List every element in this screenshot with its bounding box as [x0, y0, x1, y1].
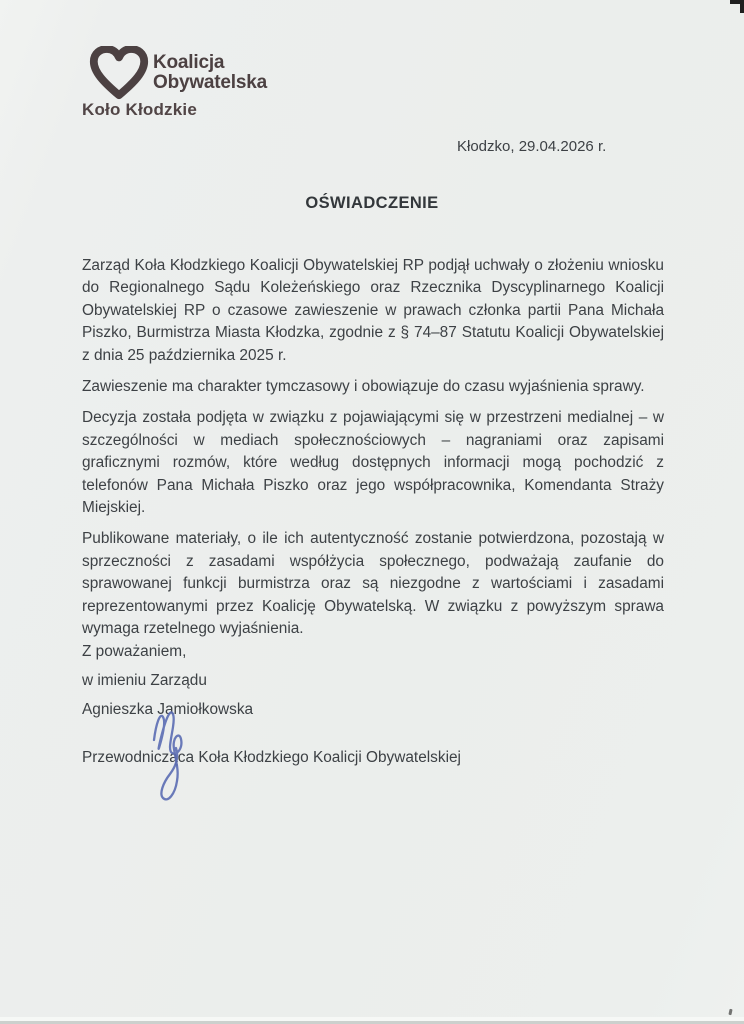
signer-title: Przewodnicząca Koła Kłodzkiego Koalicji Obywatelskiej — [82, 749, 461, 766]
letter-body — [82, 255, 664, 650]
paragraph: Publikowane materiały, o ile ich autentyczność zostanie potwierdzona, pozostają w sprzeczności z zasadami współżycia społecznego, podważają zaufanie do sprawowanej funkcji burmistrza oraz są niezgodne z wartościami i zasadami reprezentowanymi przez Koalicję Obywatelską. W związku z powyższym sprawa wymaga rzetelnego wyjaśnienia. — [82, 530, 664, 638]
heart-icon — [88, 46, 150, 100]
on-behalf-line: w imieniu Zarządu — [82, 672, 207, 689]
paragraph: Zarząd Koła Kłodzkiego Koalicji Obywatelskiej RP podjął uchwały o złożeniu wniosku do Regionalnego Sądu Koleżeńskiego oraz Rzecznika Dyscyplinarnego Koalicji Obywatelskiej RP o czasowe zawieszenie w prawach członka partii Pana Michała Piszko, Burmistrza Miasta Kłodzka, zgodnie z § 74–87 Statutu Koalicji Obywatelskiej z dnia 25 października 2025 r. — [82, 257, 664, 364]
scan-speck-artifact — [728, 1009, 732, 1015]
org-name-line2: Obywatelska — [153, 71, 267, 93]
letter-title: OŚWIADCZENIE — [305, 194, 439, 212]
signature-ink-path — [154, 712, 181, 799]
dateline: Kłodzko, 29.04.2026 r. — [457, 138, 607, 155]
branch-name: Koło Kłodzkie — [82, 100, 197, 119]
scan-bottom-edge — [0, 1017, 744, 1024]
signer-name: Agnieszka Jamiołkowska — [82, 701, 254, 718]
paragraph: Decyzja została podjęta w związku z pojawiającymi się w przestrzeni medialnej – w szczególności w mediach społecznościowych – nagraniami oraz zapisami graficznymi rozmów, które według dostępnych informacji mogą pochodzić z telefonów Pana Michała Piszko oraz jego współpracownika, Komendanta Straży Miejskiej. — [82, 409, 664, 517]
scan-corner-artifact — [730, 0, 744, 14]
heart-icon-path — [94, 49, 144, 95]
org-name-line1: Koalicja — [153, 52, 225, 73]
org-logo-wordmark — [153, 53, 267, 92]
signature-ink — [146, 694, 206, 806]
valediction: Z poważaniem, — [82, 643, 187, 660]
paragraph: Zawieszenie ma charakter tymczasowy i obowiązuje do czasu wyjaśnienia sprawy. — [82, 378, 645, 396]
